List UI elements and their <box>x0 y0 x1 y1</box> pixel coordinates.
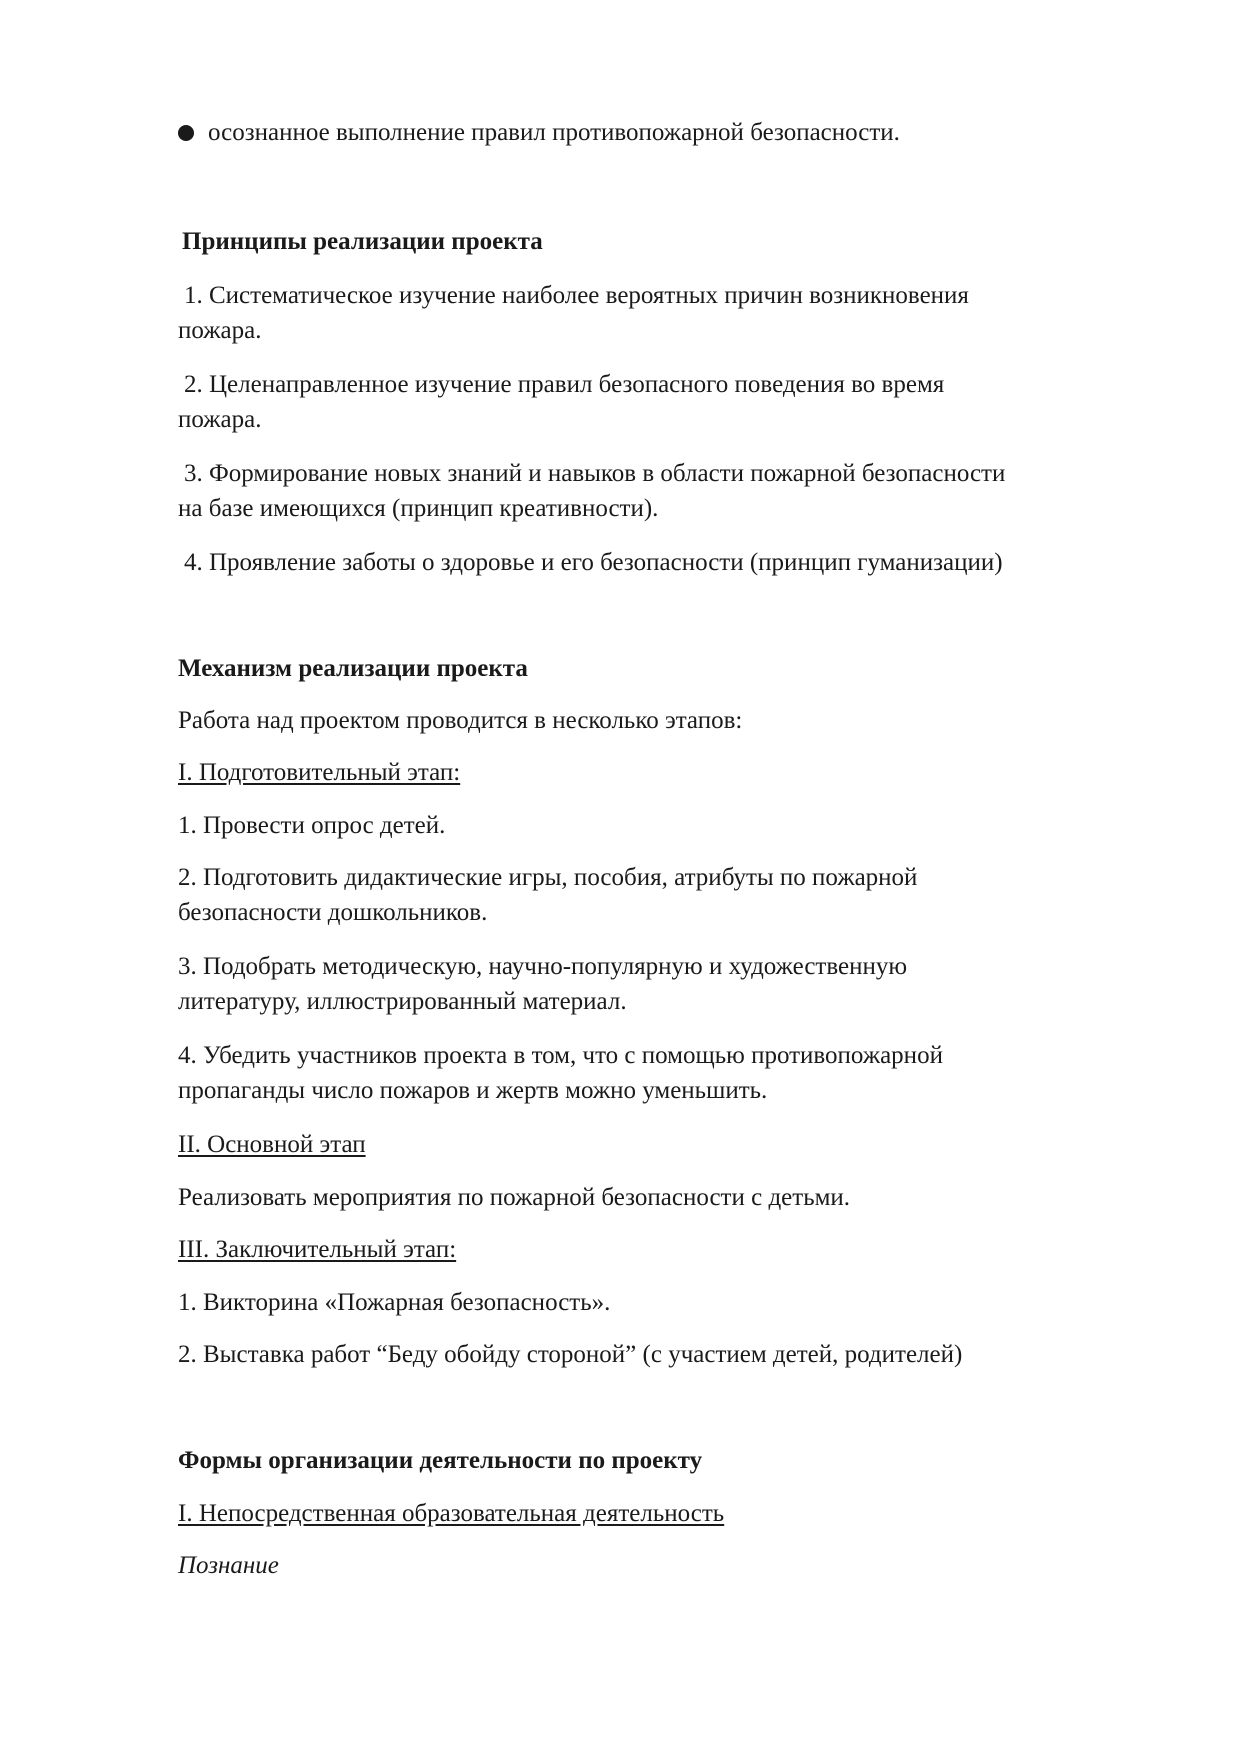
bullet-dot-icon <box>178 125 194 141</box>
forms-heading: Формы организации деятельности по проекту <box>178 1447 703 1474</box>
principle-2-line-2: пожара. <box>178 406 262 433</box>
stage-3-item-1: 1. Викторина «Пожарная безопасность». <box>178 1289 611 1316</box>
principle-3-line-1: 3. Формирование новых знаний и навыков в области пожарной безопасности <box>184 460 1006 487</box>
stage-3-title: III. Заключительный этап: <box>178 1236 457 1263</box>
stage-1-item-2-line-1: 2. Подготовить дидактические игры, пособия, атрибуты по пожарной <box>178 864 918 891</box>
forms-area: Познание <box>178 1552 279 1579</box>
forms-subheading: I. Непосредственная образовательная деятельность <box>178 1500 725 1527</box>
stage-1-item-2-line-2: безопасности дошкольников. <box>178 899 488 926</box>
stage-1-item-1: 1. Провести опрос детей. <box>178 812 446 839</box>
principle-3-line-2: на базе имеющихся (принцип креативности). <box>178 495 659 522</box>
principle-4-line-1: 4. Проявление заботы о здоровье и его безопасности (принцип гуманизации) <box>184 549 1003 576</box>
mechanism-heading: Механизм реализации проекта <box>178 655 528 682</box>
principle-1-line-1: 1. Систематическое изучение наиболее вероятных причин возникновения <box>184 282 969 309</box>
stage-2-text: Реализовать мероприятия по пожарной безопасности с детьми. <box>178 1184 851 1211</box>
principles-heading: Принципы реализации проекта <box>182 228 543 255</box>
bullet-text: осознанное выполнение правил противопожарной безопасности. <box>208 119 900 146</box>
stage-1-item-4-line-2: пропаганды число пожаров и жертв можно уменьшить. <box>178 1077 768 1104</box>
principle-1-line-2: пожара. <box>178 317 262 344</box>
stage-1-title: I. Подготовительный этап: <box>178 759 461 786</box>
principle-2-line-1: 2. Целенаправленное изучение правил безопасного поведения во время <box>184 371 945 398</box>
stage-1-item-3-line-2: литературу, иллюстрированный материал. <box>178 988 627 1015</box>
stage-1-item-3-line-1: 3. Подобрать методическую, научно-популярную и художественную <box>178 953 908 980</box>
stage-2-title: II. Основной этап <box>178 1131 366 1158</box>
stage-3-item-2: 2. Выставка работ “Беду обойду стороной” (с участием детей, родителей) <box>178 1341 963 1368</box>
stage-1-item-4-line-1: 4. Убедить участников проекта в том, что с помощью противопожарной <box>178 1042 943 1069</box>
mechanism-intro: Работа над проектом проводится в несколько этапов: <box>178 707 743 734</box>
